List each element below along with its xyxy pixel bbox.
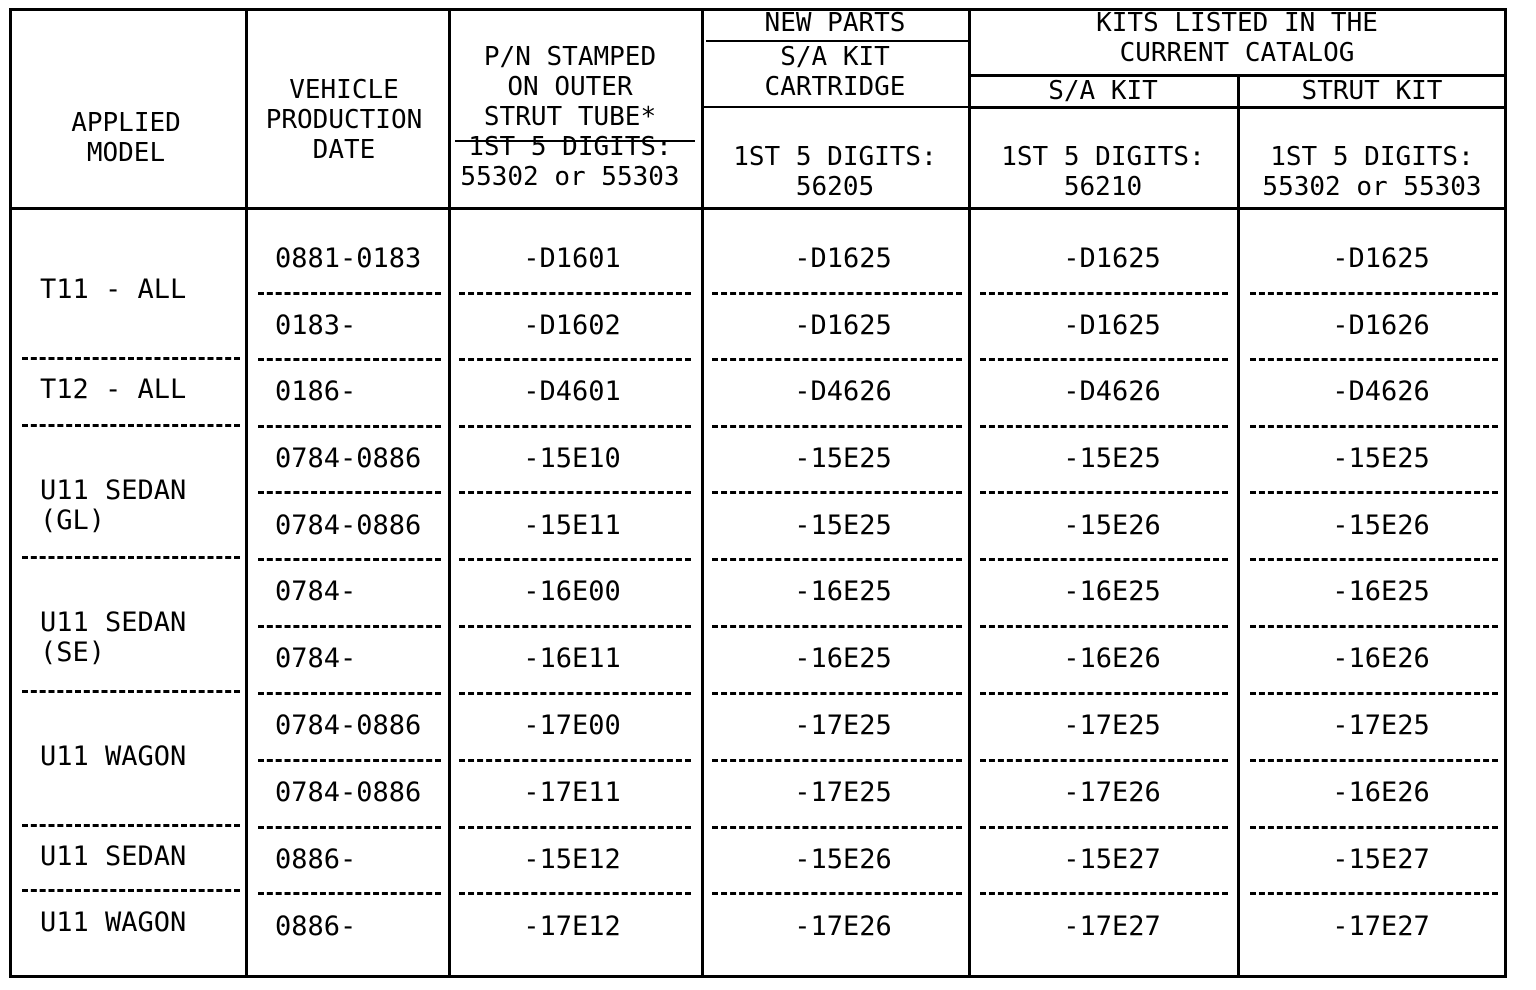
- model-line: U11 SEDAN: [40, 475, 187, 506]
- row-separator: [258, 358, 441, 361]
- production-date-cell: 0784-0886: [275, 443, 422, 474]
- stamped-pn-cell: -16E00: [523, 576, 621, 607]
- row-separator: [980, 892, 1228, 895]
- row-separator: [980, 425, 1228, 428]
- row-separator: [459, 826, 691, 829]
- model-line: (GL): [40, 505, 106, 536]
- header-subrule: [704, 106, 968, 108]
- header-line: 1ST 5 DIGITS:: [733, 142, 937, 172]
- column-divider: [1237, 76, 1240, 978]
- header-line: PRODUCTION: [265, 105, 423, 135]
- row-separator: [459, 292, 691, 295]
- new-sa-kit-cell: -17E26: [794, 911, 892, 942]
- row-separator: [712, 625, 962, 628]
- catalog-strut-kit-cell: -17E27: [1332, 911, 1430, 942]
- catalog-strut-kit-cell: -15E26: [1332, 510, 1430, 541]
- stamped-pn-cell: -17E00: [523, 710, 621, 741]
- row-separator: [459, 692, 691, 695]
- row-separator: [258, 759, 441, 762]
- production-date-cell: 0886-: [275, 844, 357, 875]
- new-sa-kit-cell: -15E25: [794, 443, 892, 474]
- stamped-pn-cell: -16E11: [523, 643, 621, 674]
- catalog-sa-kit-cell: -15E25: [1063, 443, 1161, 474]
- row-separator: [258, 826, 441, 829]
- stamped-pn-cell: -17E11: [523, 777, 621, 808]
- row-separator: [980, 759, 1228, 762]
- catalog-sa-kit-cell: -15E26: [1063, 510, 1161, 541]
- row-separator: [1250, 759, 1498, 762]
- catalog-sa-kit-cell: -17E25: [1063, 710, 1161, 741]
- row-separator: [459, 892, 691, 895]
- new-sa-kit-cell: -D1625: [794, 310, 892, 341]
- row-separator: [459, 759, 691, 762]
- column-divider: [448, 8, 451, 978]
- catalog-strut-kit-cell: -D1625: [1332, 243, 1430, 274]
- catalog-sa-kit-cell: -16E26: [1063, 643, 1161, 674]
- row-separator: [712, 892, 962, 895]
- header-line: ON OUTER: [507, 72, 633, 102]
- catalog-sa-kit-cell: -D4626: [1063, 376, 1161, 407]
- header-strut-kit-digits: [1262, 142, 1481, 202]
- row-separator: [980, 292, 1228, 295]
- new-sa-kit-cell: -15E25: [794, 510, 892, 541]
- header-sa-kit-digits: [1001, 142, 1205, 202]
- row-separator: [1250, 558, 1498, 561]
- header-bottom-border: [9, 207, 1507, 210]
- table-left-border: [9, 8, 12, 978]
- catalog-strut-kit-cell: -17E25: [1332, 710, 1430, 741]
- row-separator: [459, 558, 691, 561]
- column-divider: [968, 8, 971, 978]
- row-separator: [712, 292, 962, 295]
- row-separator: [980, 826, 1228, 829]
- header-strut-kit: STRUT KIT: [1301, 76, 1443, 106]
- catalog-strut-kit-cell: -16E26: [1332, 777, 1430, 808]
- row-separator: [258, 892, 441, 895]
- row-separator: [980, 692, 1228, 695]
- catalog-sa-kit-cell: -17E26: [1063, 777, 1161, 808]
- row-separator: [1250, 292, 1498, 295]
- row-separator: [1250, 625, 1498, 628]
- header-line: 1ST 5 DIGITS:: [468, 132, 672, 162]
- row-separator: [712, 759, 962, 762]
- header-sa-kit: S/A KIT: [1048, 76, 1158, 106]
- header-line: 56205: [795, 172, 875, 202]
- row-separator: [980, 491, 1228, 494]
- header-line: 55302 or 55303: [460, 162, 680, 192]
- production-date-cell: 0784-0886: [275, 510, 422, 541]
- column-divider: [701, 8, 704, 978]
- new-sa-kit-cell: -D4626: [794, 376, 892, 407]
- row-separator: [258, 491, 441, 494]
- production-date-cell: 0881-0183: [275, 243, 422, 274]
- model-label: [40, 476, 186, 536]
- header-production-date: [266, 75, 423, 165]
- stamped-pn-cell: -15E10: [523, 443, 621, 474]
- production-date-cell: 0186-: [275, 376, 357, 407]
- row-separator: [712, 425, 962, 428]
- new-sa-kit-cell: -16E25: [794, 576, 892, 607]
- catalog-sa-kit-cell: -D1625: [1063, 243, 1161, 274]
- catalog-strut-kit-cell: -15E27: [1332, 844, 1430, 875]
- row-separator: [712, 558, 962, 561]
- header-line: MODEL: [86, 138, 166, 168]
- row-separator: [459, 358, 691, 361]
- new-sa-kit-cell: -15E26: [794, 844, 892, 875]
- table-right-border: [1504, 8, 1507, 978]
- catalog-sa-kit-cell: -15E27: [1063, 844, 1161, 875]
- header-line: S/A KIT: [780, 42, 890, 72]
- catalog-sa-kit-cell: -17E27: [1063, 911, 1161, 942]
- row-separator: [1250, 425, 1498, 428]
- row-separator: [258, 625, 441, 628]
- row-separator: [22, 357, 240, 360]
- production-date-cell: 0183-: [275, 310, 357, 341]
- stamped-pn-cell: -17E12: [523, 911, 621, 942]
- catalog-strut-kit-cell: -16E25: [1332, 576, 1430, 607]
- row-separator: [258, 692, 441, 695]
- header-line: 55302 or 55303: [1262, 172, 1482, 202]
- header-line: VEHICLE: [289, 75, 399, 105]
- header-new-parts-digits: [733, 142, 937, 202]
- header-line: 1ST 5 DIGITS:: [1001, 142, 1205, 172]
- row-separator: [712, 358, 962, 361]
- catalog-strut-kit-cell: -15E25: [1332, 443, 1430, 474]
- row-separator: [712, 491, 962, 494]
- catalog-sa-kit-cell: -D1625: [1063, 310, 1161, 341]
- catalog-strut-kit-cell: -D4626: [1332, 376, 1430, 407]
- row-separator: [1250, 692, 1498, 695]
- row-separator: [712, 692, 962, 695]
- stamped-pn-cell: -D1601: [523, 243, 621, 274]
- model-label: U11 SEDAN: [40, 841, 187, 872]
- row-separator: [459, 425, 691, 428]
- row-separator: [1250, 892, 1498, 895]
- model-label: [40, 608, 186, 668]
- header-line: DATE: [312, 135, 376, 165]
- row-separator: [1250, 826, 1498, 829]
- row-separator: [258, 425, 441, 428]
- stamped-pn-cell: -D1602: [523, 310, 621, 341]
- catalog-strut-kit-cell: -D1626: [1332, 310, 1430, 341]
- header-line: KITS LISTED IN THE: [1096, 8, 1378, 38]
- stamped-pn-cell: -D4601: [523, 376, 621, 407]
- catalog-sa-kit-cell: -16E25: [1063, 576, 1161, 607]
- column-divider: [245, 8, 248, 978]
- row-separator: [1250, 358, 1498, 361]
- header-new-parts: [765, 42, 906, 102]
- header-line: CURRENT CATALOG: [1119, 38, 1355, 68]
- row-separator: [258, 558, 441, 561]
- model-line: (SE): [40, 637, 106, 668]
- production-date-cell: 0784-: [275, 576, 357, 607]
- header-line: CARTRIDGE: [764, 72, 906, 102]
- row-separator: [980, 358, 1228, 361]
- stamped-pn-cell: -15E12: [523, 844, 621, 875]
- stamped-pn-cell: -15E11: [523, 510, 621, 541]
- model-label: U11 WAGON: [40, 907, 187, 938]
- row-separator: [22, 690, 240, 693]
- model-label: U11 WAGON: [40, 741, 187, 772]
- production-date-cell: 0784-: [275, 643, 357, 674]
- header-line: P/N STAMPED: [483, 42, 657, 72]
- row-separator: [22, 556, 240, 559]
- header-applied-model: [71, 108, 181, 168]
- catalog-strut-kit-cell: -16E26: [1332, 643, 1430, 674]
- production-date-cell: 0784-0886: [275, 777, 422, 808]
- row-separator: [980, 558, 1228, 561]
- table-bottom-border: [9, 975, 1507, 978]
- model-label: T11 - ALL: [40, 274, 187, 305]
- header-pn-stamped: [460, 42, 679, 192]
- header-line: 56210: [1063, 172, 1143, 202]
- new-sa-kit-cell: -16E25: [794, 643, 892, 674]
- row-separator: [22, 424, 240, 427]
- new-sa-kit-cell: -17E25: [794, 710, 892, 741]
- model-line: U11 SEDAN: [40, 607, 187, 638]
- header-line: STRUT TUBE*: [483, 102, 657, 132]
- header-kits-group: [1096, 8, 1378, 68]
- new-sa-kit-cell: -17E25: [794, 777, 892, 808]
- new-sa-kit-cell: -D1625: [794, 243, 892, 274]
- row-separator: [459, 625, 691, 628]
- header-subrule: [971, 106, 1507, 109]
- row-separator: [712, 826, 962, 829]
- production-date-cell: 0886-: [275, 911, 357, 942]
- production-date-cell: 0784-0886: [275, 710, 422, 741]
- row-separator: [22, 824, 240, 827]
- header-line: 1ST 5 DIGITS:: [1270, 142, 1474, 172]
- row-separator: [1250, 491, 1498, 494]
- header-line: APPLIED: [71, 108, 181, 138]
- row-separator: [459, 491, 691, 494]
- model-label: T12 - ALL: [40, 374, 187, 405]
- row-separator: [980, 625, 1228, 628]
- row-separator: [258, 292, 441, 295]
- row-separator: [22, 889, 240, 892]
- header-new-parts-group: NEW PARTS: [764, 8, 906, 38]
